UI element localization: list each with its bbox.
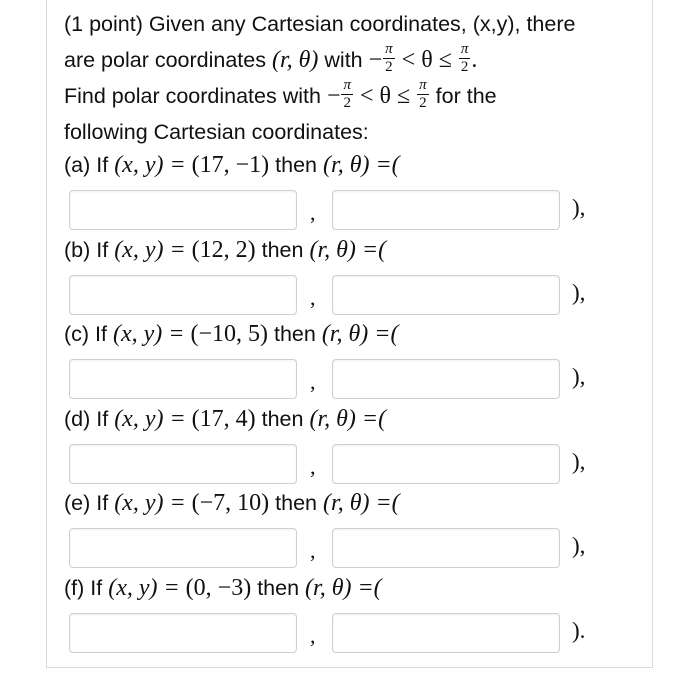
minus-sign: − bbox=[368, 47, 383, 73]
closing-paren: ), bbox=[572, 364, 586, 389]
r-input[interactable] bbox=[69, 359, 297, 399]
frac-num: π bbox=[385, 40, 393, 57]
closing-paren: ). bbox=[572, 617, 586, 643]
rtheta-expr: (r, θ) =( bbox=[309, 236, 387, 263]
part-label: (c) If bbox=[64, 322, 107, 346]
theta-inequality: < θ ≤ bbox=[359, 83, 411, 109]
question-part-a bbox=[64, 150, 654, 234]
theta-input[interactable] bbox=[332, 613, 560, 653]
theta-input[interactable] bbox=[332, 190, 560, 230]
frac-den: 2 bbox=[343, 94, 351, 111]
xy-expr: (x, y) = bbox=[114, 405, 186, 432]
question-part-e bbox=[64, 488, 654, 572]
frac-den: 2 bbox=[419, 94, 427, 111]
cartesian-point: (17, −1) bbox=[191, 152, 270, 178]
then-word: then bbox=[275, 491, 318, 515]
part-prompt bbox=[64, 235, 386, 265]
separator-comma: , bbox=[310, 284, 316, 310]
part-label: (e) If bbox=[64, 491, 109, 515]
rtheta-expr: (r, θ) =( bbox=[323, 152, 400, 178]
pi-over-2 bbox=[341, 78, 353, 111]
pi-over-2 bbox=[417, 78, 429, 111]
theta-input[interactable] bbox=[332, 528, 560, 568]
part-label: (a) If bbox=[64, 153, 109, 177]
then-word: then bbox=[275, 153, 318, 177]
question-part-c bbox=[64, 319, 654, 403]
polar-pair: (r, θ) bbox=[271, 47, 319, 73]
points-label: (1 point) bbox=[64, 12, 143, 36]
period: . bbox=[471, 47, 478, 73]
r-input[interactable] bbox=[69, 613, 297, 653]
closing-paren: ), bbox=[572, 533, 586, 558]
part-prompt bbox=[64, 488, 400, 518]
then-word: then bbox=[261, 237, 304, 262]
part-label: (f) If bbox=[64, 575, 103, 600]
part-prompt bbox=[64, 319, 398, 349]
intro-text-2: are polar coordinates bbox=[64, 48, 266, 72]
frac-num: π bbox=[419, 76, 427, 93]
then-word: then bbox=[273, 322, 316, 346]
intro-line-3 bbox=[64, 78, 644, 114]
intro-line-2 bbox=[64, 42, 644, 78]
frac-num: π bbox=[460, 40, 469, 57]
then-word: then bbox=[261, 406, 304, 431]
r-input[interactable] bbox=[69, 444, 297, 484]
closing-paren: ), bbox=[572, 448, 586, 474]
minus-sign: − bbox=[326, 83, 341, 109]
cartesian-point: (12, 2) bbox=[191, 236, 256, 263]
frac-den: 2 bbox=[460, 58, 469, 75]
rtheta-expr: (r, θ) =( bbox=[321, 321, 399, 347]
r-input[interactable] bbox=[69, 275, 297, 315]
intro-line-1 bbox=[64, 6, 644, 42]
theta-input[interactable] bbox=[332, 444, 560, 484]
intro-suffix: for the bbox=[435, 84, 497, 108]
problem-statement bbox=[64, 6, 644, 150]
xy-expr: (x, y) = bbox=[114, 152, 186, 178]
frac-den: 2 bbox=[385, 58, 393, 75]
frac-num: π bbox=[343, 76, 351, 93]
intro-line-4: following Cartesian coordinates: bbox=[64, 120, 369, 144]
cartesian-point: (17, 4) bbox=[191, 405, 256, 432]
cartesian-point: (−10, 5) bbox=[190, 321, 268, 347]
separator-comma: , bbox=[310, 538, 316, 563]
part-prompt bbox=[64, 150, 400, 180]
r-input[interactable] bbox=[69, 528, 297, 568]
part-label: (b) If bbox=[64, 237, 109, 262]
xy-expr: (x, y) = bbox=[114, 490, 186, 516]
part-prompt bbox=[64, 404, 386, 434]
question-part-b bbox=[64, 235, 654, 319]
cartesian-point: (0, −3) bbox=[185, 574, 252, 601]
r-input[interactable] bbox=[69, 190, 297, 230]
separator-comma: , bbox=[310, 622, 316, 648]
theta-input[interactable] bbox=[332, 359, 560, 399]
question-part-f bbox=[64, 573, 654, 657]
rtheta-expr: (r, θ) =( bbox=[323, 490, 400, 516]
part-label: (d) If bbox=[64, 406, 109, 431]
closing-paren: ), bbox=[572, 279, 586, 305]
theta-input[interactable] bbox=[332, 275, 560, 315]
intro-text-3: Find polar coordinates with bbox=[64, 84, 321, 108]
intro-text-1: Given any Cartesian coordinates, (x,y), there bbox=[148, 12, 576, 36]
pi-over-2 bbox=[383, 42, 395, 75]
part-prompt bbox=[64, 573, 382, 603]
theta-inequality: < θ ≤ bbox=[401, 47, 452, 73]
rtheta-expr: (r, θ) =( bbox=[305, 574, 382, 601]
xy-expr: (x, y) = bbox=[112, 321, 185, 347]
xy-expr: (x, y) = bbox=[108, 574, 180, 601]
pi-over-2 bbox=[459, 42, 471, 75]
xy-expr: (x, y) = bbox=[114, 236, 186, 263]
cartesian-point: (−7, 10) bbox=[191, 490, 270, 516]
separator-comma: , bbox=[310, 453, 316, 479]
closing-paren: ), bbox=[572, 195, 586, 220]
separator-comma: , bbox=[310, 200, 316, 225]
intro-with: with bbox=[324, 48, 363, 72]
then-word: then bbox=[257, 575, 300, 600]
rtheta-expr: (r, θ) =( bbox=[309, 405, 387, 432]
separator-comma: , bbox=[310, 369, 316, 394]
question-part-d bbox=[64, 404, 654, 488]
